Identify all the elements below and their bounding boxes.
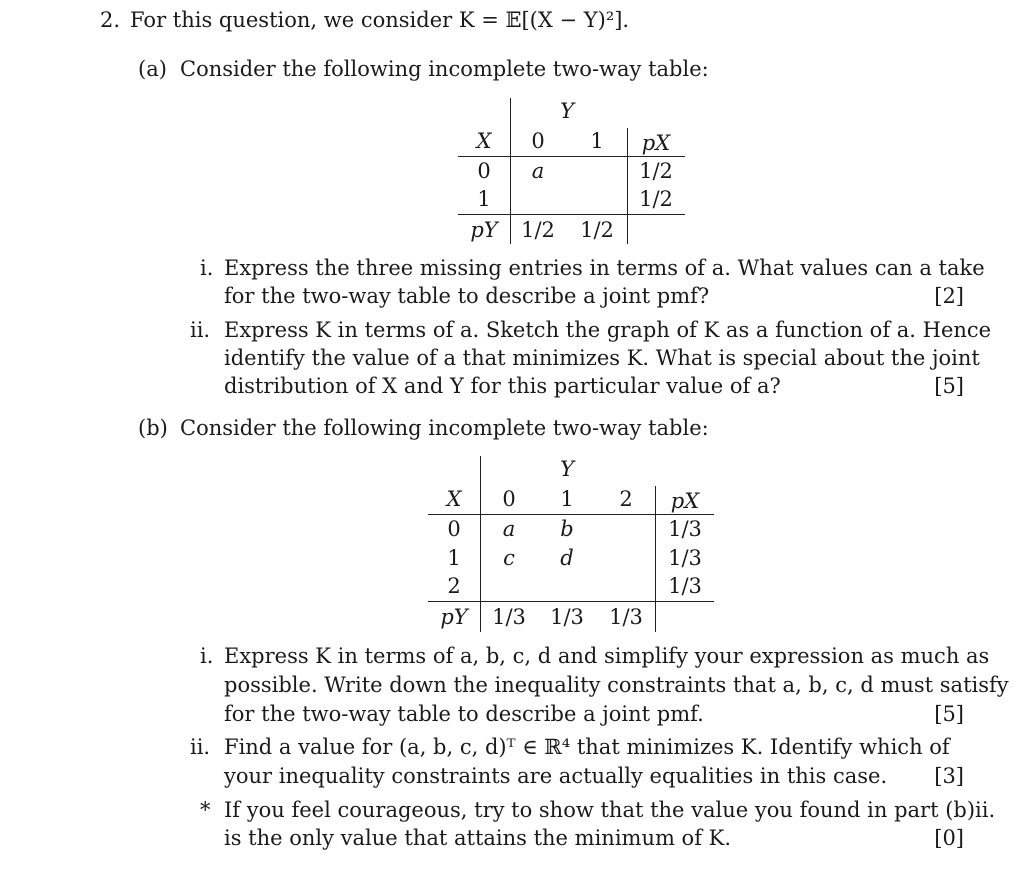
table-b-py-value: 1/3 xyxy=(492,605,526,629)
table-b-col-header: 2 xyxy=(619,487,633,511)
question-number: 2. xyxy=(100,8,121,32)
marks-badge: [5] xyxy=(934,374,964,398)
table-b-px-header: pX xyxy=(670,489,700,513)
table-b-var-y: Y xyxy=(560,457,574,481)
table-a-px-value: 1/2 xyxy=(639,159,673,183)
table-b-py-value: 1/3 xyxy=(550,605,584,629)
part-a-text: Consider the following incomplete two-way table: xyxy=(180,57,709,81)
marks-badge: [3] xyxy=(934,764,964,788)
table-a-px-value: 1/2 xyxy=(639,187,673,211)
item-text-line: Find a value for (a, b, c, d)ᵀ ∈ ℝ⁴ that minimizes K. Identify which of xyxy=(224,735,950,759)
item-text-line: possible. Write down the inequality constraints that a, b, c, d must satisfy xyxy=(224,673,1009,697)
marks-badge: [2] xyxy=(934,284,964,308)
table-b-row-x: 2 xyxy=(447,574,461,598)
table-a-col-header: 1 xyxy=(590,129,604,153)
table-a-py-value: 1/2 xyxy=(580,218,614,242)
table-b-px-value: 1/3 xyxy=(668,546,702,570)
part-a-label: (a) xyxy=(138,57,167,81)
table-b-cell: d xyxy=(560,546,574,570)
item-text-line: identify the value of a that minimizes K. What is special about the joint xyxy=(224,346,980,370)
part-b-text: Consider the following incomplete two-way table: xyxy=(180,416,709,440)
table-b-row-x: 0 xyxy=(447,517,461,541)
item-text-line: for the two-way table to describe a joint pmf. xyxy=(224,702,704,726)
table-b-col-header: 0 xyxy=(502,487,516,511)
marks-badge: [5] xyxy=(934,702,964,726)
item-text-line: Express K in terms of a, b, c, d and simplify your expression as much as xyxy=(224,644,990,668)
table-b-cell: c xyxy=(503,546,515,570)
item-label: ii. xyxy=(190,735,211,759)
table-b-cell: b xyxy=(560,517,574,541)
table-b-col-header: 1 xyxy=(560,487,574,511)
table-a-py-value: 1/2 xyxy=(521,218,555,242)
table-a-var-y: Y xyxy=(560,99,574,123)
question-intro: For this question, we consider K = 𝔼[(X − Y)²]. xyxy=(130,8,630,32)
marks-badge: [0] xyxy=(934,826,964,850)
table-b-px-value: 1/3 xyxy=(668,517,702,541)
item-text-line: distribution of X and Y for this particular value of a? xyxy=(224,374,781,398)
table-b-px-value: 1/3 xyxy=(668,574,702,598)
item-text-line: Express K in terms of a. Sketch the graph of K as a function of a. Hence xyxy=(224,318,992,342)
table-a-row-x: 1 xyxy=(477,187,491,211)
part-b-label: (b) xyxy=(138,416,168,440)
table-a-col-header: 0 xyxy=(531,129,545,153)
table-b-var-x: X xyxy=(446,487,462,511)
item-text-line: If you feel courageous, try to show that the value you found in part (b)ii. xyxy=(224,798,996,822)
item-label: i. xyxy=(200,644,214,668)
item-text-line: is the only value that attains the minimum of K. xyxy=(224,826,732,850)
table-b-py-value: 1/3 xyxy=(609,605,643,629)
item-label: * xyxy=(200,798,211,822)
table-a-var-x: X xyxy=(476,129,492,153)
item-label: i. xyxy=(200,256,214,280)
table-b-row-x: 1 xyxy=(447,546,461,570)
item-text-line: Express the three missing entries in terms of a. What values can a take xyxy=(224,256,985,280)
table-b-py-label: pY xyxy=(440,605,468,629)
item-text-line: for the two-way table to describe a joint pmf? xyxy=(224,284,710,308)
table-b-cell: a xyxy=(502,517,516,541)
table-a-row-x: 0 xyxy=(477,159,491,183)
table-a-py-label: pY xyxy=(470,218,498,242)
item-text-line: your inequality constraints are actually equalities in this case. xyxy=(224,764,888,788)
item-label: ii. xyxy=(190,318,211,342)
table-a-px-header: pX xyxy=(641,131,671,155)
table-a-cell: a xyxy=(531,159,545,183)
